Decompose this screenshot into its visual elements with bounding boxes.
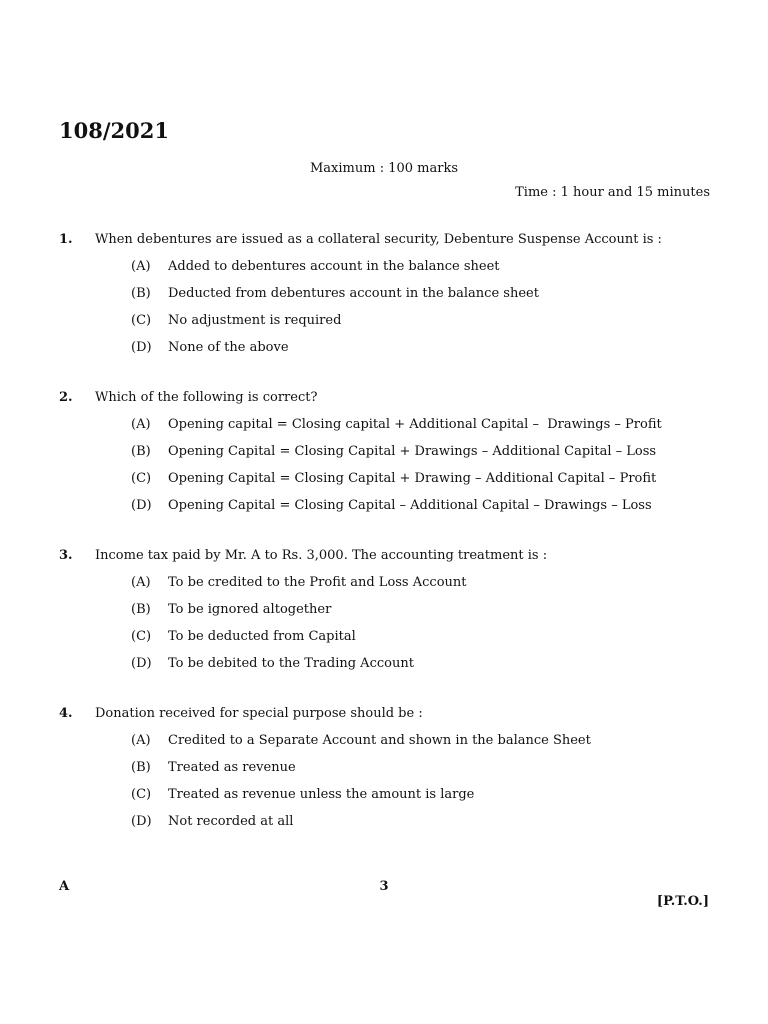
option-d xyxy=(59,655,711,682)
option-label: (C) xyxy=(131,787,152,802)
option-label: (A) xyxy=(131,733,151,748)
option-label: (A) xyxy=(131,575,151,590)
question-number: 1. xyxy=(59,232,73,247)
option-a xyxy=(59,574,711,601)
option-text: To be debited to the Trading Account xyxy=(168,656,414,671)
option-text: Not recorded at all xyxy=(168,814,294,829)
option-text: Deducted from debentures account in the balance sheet xyxy=(168,286,539,301)
option-label: (A) xyxy=(131,259,151,274)
question-number: 3. xyxy=(59,548,73,563)
question-header xyxy=(59,547,711,574)
page-number: 3 xyxy=(379,879,389,894)
please-turn-over: [P.T.O.] xyxy=(656,894,709,909)
question-text: When debentures are issued as a collateral security, Debenture Suspense Account is : xyxy=(95,232,662,247)
question-list xyxy=(59,231,711,863)
question-header xyxy=(59,389,711,416)
question-text: Income tax paid by Mr. A to Rs. 3,000. The accounting treatment is : xyxy=(95,548,548,563)
option-b xyxy=(59,285,711,312)
option-label: (B) xyxy=(131,602,151,617)
option-text: To be ignored altogether xyxy=(168,602,332,617)
option-a xyxy=(59,732,711,759)
option-label: (B) xyxy=(131,286,151,301)
option-text: Opening Capital = Closing Capital + Drawings – Additional Capital – Loss xyxy=(168,444,657,459)
option-a xyxy=(59,416,711,443)
question-3 xyxy=(59,547,711,682)
option-text: Opening Capital = Closing Capital + Drawing – Additional Capital – Profit xyxy=(168,471,657,486)
question-text: Which of the following is correct? xyxy=(95,390,318,405)
option-label: (D) xyxy=(131,656,152,671)
option-text: Credited to a Separate Account and shown in the balance Sheet xyxy=(168,733,591,748)
option-label: (D) xyxy=(131,498,152,513)
option-text: Added to debentures account in the balance sheet xyxy=(168,259,500,274)
question-header xyxy=(59,705,711,732)
option-b xyxy=(59,443,711,470)
question-text: Donation received for special purpose should be : xyxy=(95,706,423,721)
option-text: To be credited to the Profit and Loss Account xyxy=(168,575,467,590)
option-c xyxy=(59,470,711,497)
option-label: (B) xyxy=(131,444,151,459)
option-c xyxy=(59,786,711,813)
option-d xyxy=(59,339,711,366)
option-d xyxy=(59,813,711,840)
option-d xyxy=(59,497,711,524)
option-c xyxy=(59,312,711,339)
option-label: (D) xyxy=(131,340,152,355)
question-2 xyxy=(59,389,711,524)
question-number: 4. xyxy=(59,706,73,721)
question-4 xyxy=(59,705,711,840)
option-b xyxy=(59,601,711,628)
option-c xyxy=(59,628,711,655)
series-code: A xyxy=(59,879,70,894)
option-label: (C) xyxy=(131,629,152,644)
time-allowed: Time : 1 hour and 15 minutes xyxy=(515,185,710,200)
option-label: (D) xyxy=(131,814,152,829)
option-text: Opening capital = Closing capital + Additional Capital – Drawings – Profit xyxy=(168,417,662,432)
option-b xyxy=(59,759,711,786)
question-1 xyxy=(59,231,711,366)
question-header xyxy=(59,231,711,258)
option-label: (C) xyxy=(131,313,152,328)
maximum-marks: Maximum : 100 marks xyxy=(309,161,458,176)
option-text: Treated as revenue unless the amount is large xyxy=(168,787,475,802)
option-text: None of the above xyxy=(168,340,289,355)
question-number: 2. xyxy=(59,390,73,405)
option-text: To be deducted from Capital xyxy=(168,629,356,644)
option-text: Treated as revenue xyxy=(168,760,296,775)
option-label: (B) xyxy=(131,760,151,775)
option-a xyxy=(59,258,711,285)
option-text: No adjustment is required xyxy=(168,313,342,328)
option-label: (A) xyxy=(131,417,151,432)
option-text: Opening Capital = Closing Capital – Additional Capital – Drawings – Loss xyxy=(168,498,652,513)
option-label: (C) xyxy=(131,471,152,486)
question-paper-code: 108/2021 xyxy=(59,118,169,143)
